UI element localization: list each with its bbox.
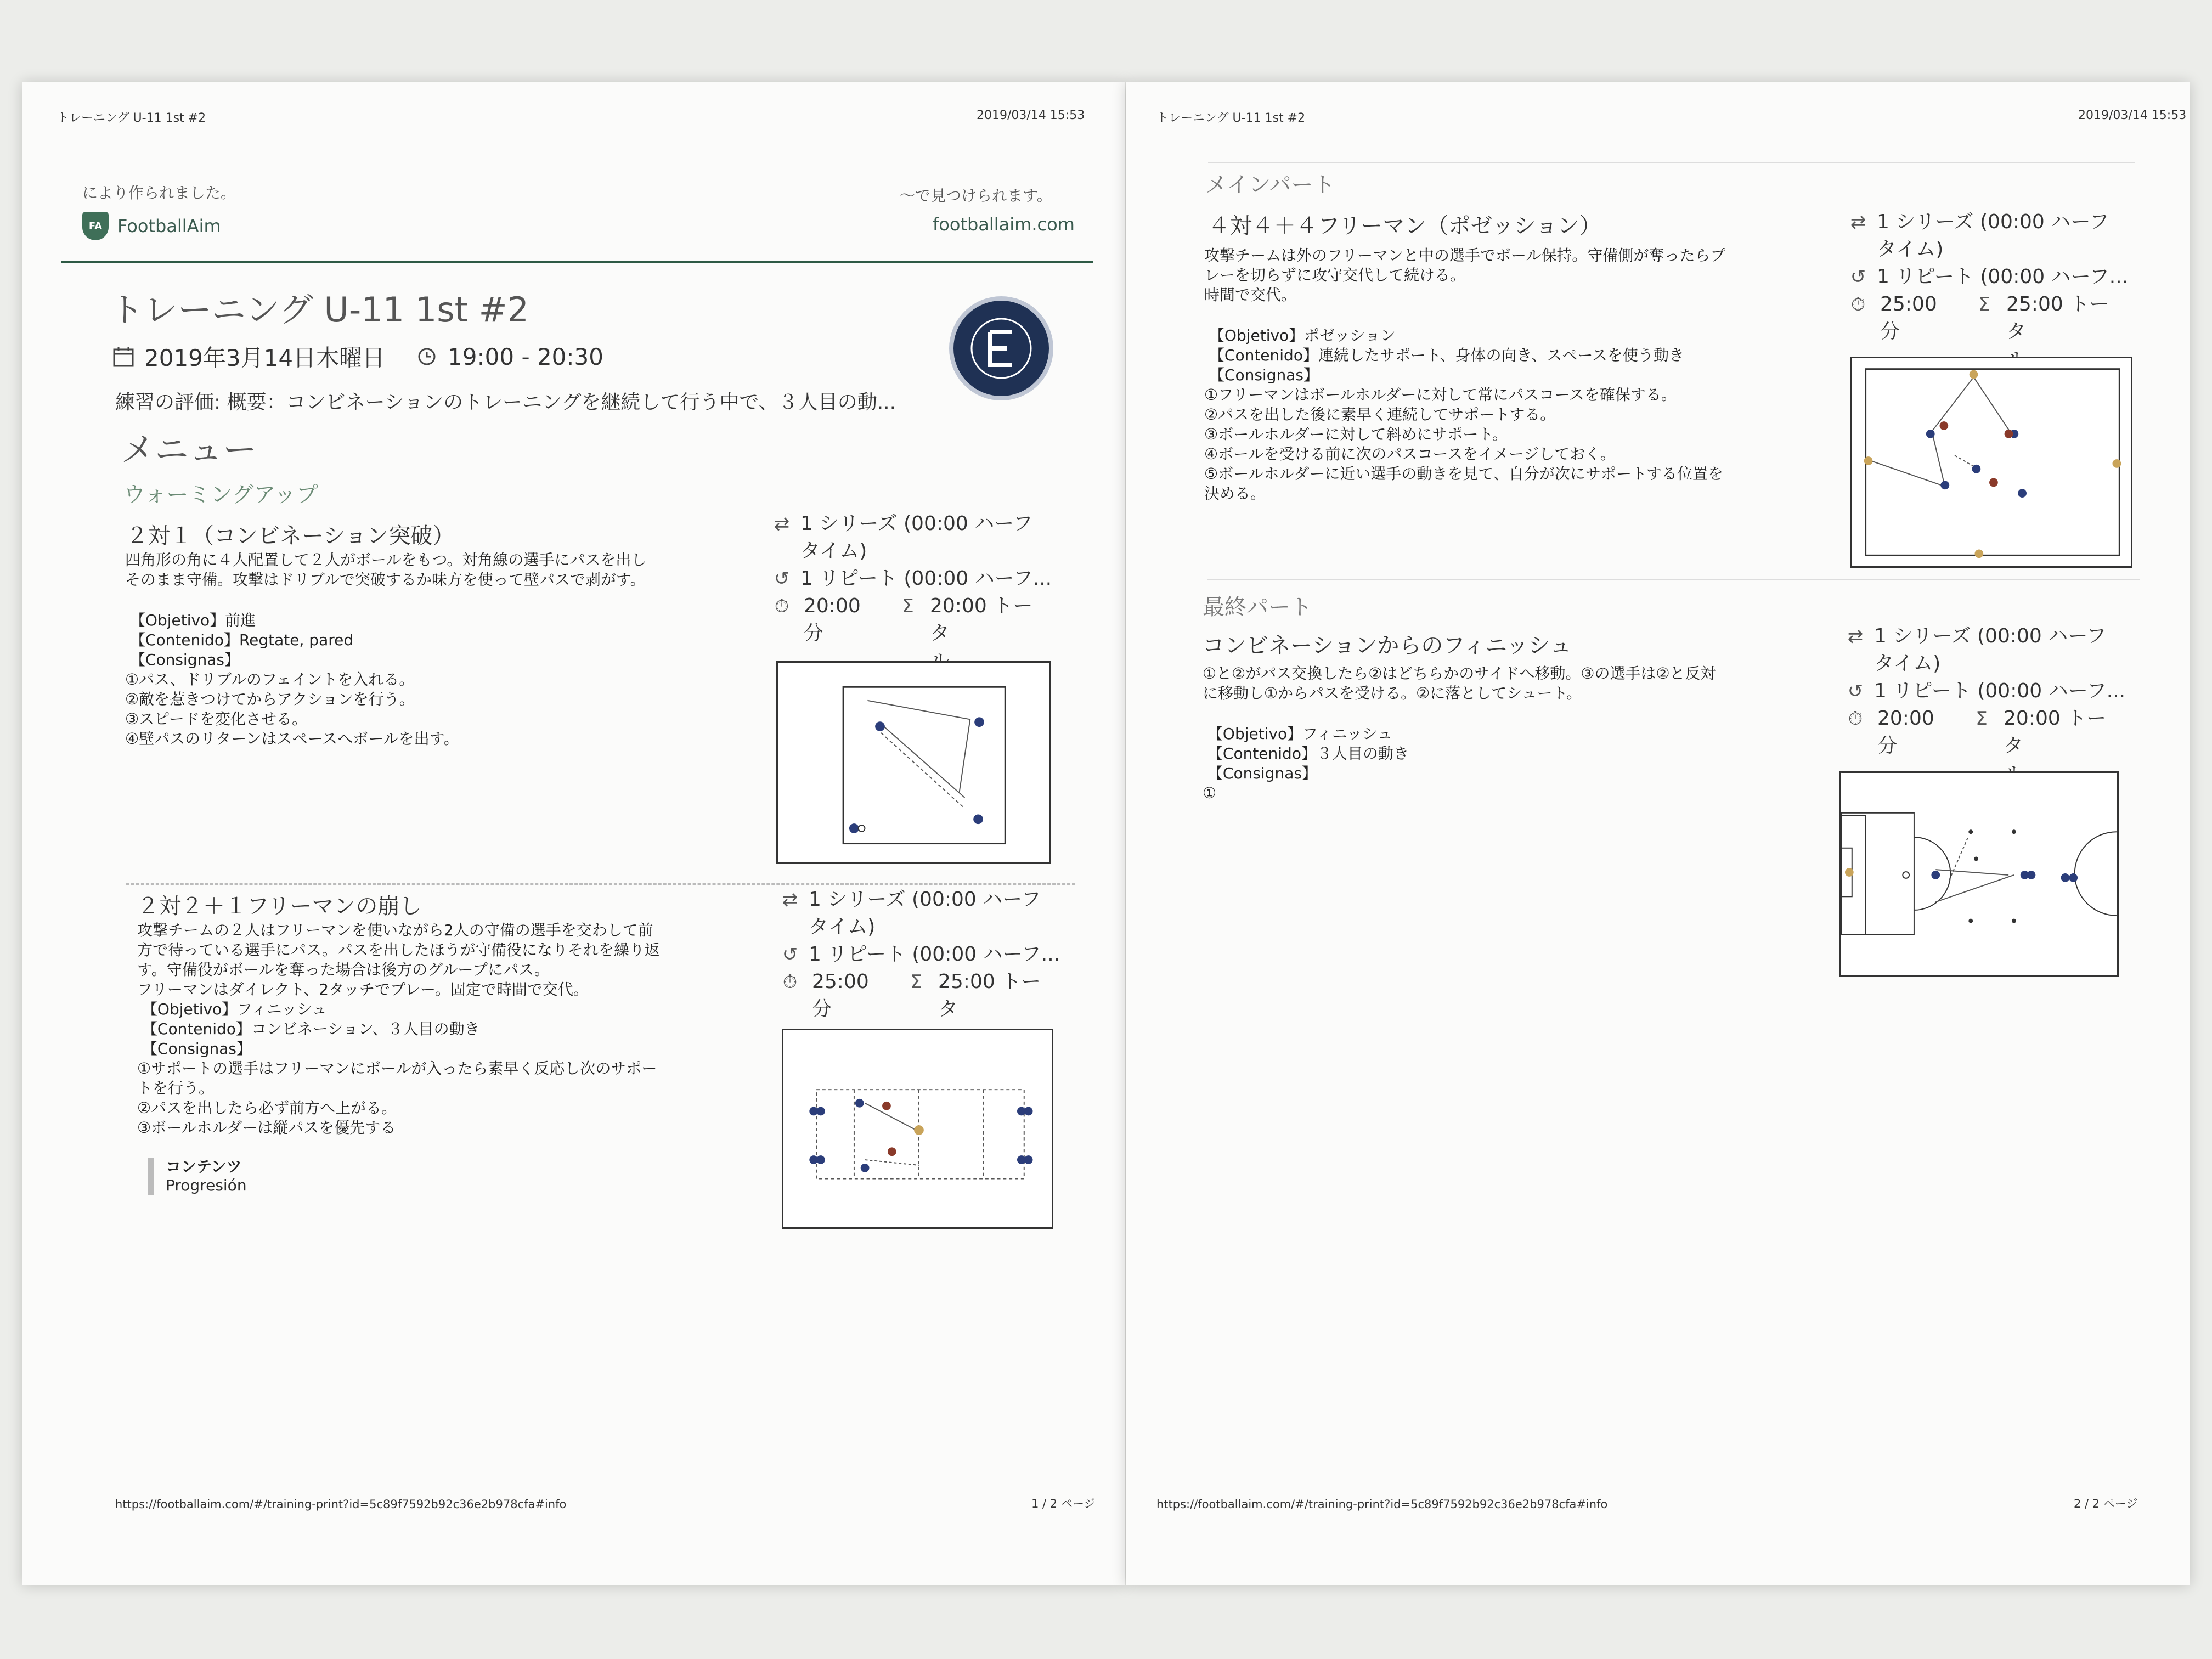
- exercise-2-body-line: フリーマンはダイレクト、2タッチでプレー。固定で時間で交代。: [137, 980, 589, 998]
- page-footer-number: 2 / 2 ページ: [2074, 1497, 2138, 1510]
- replay-icon: ↺: [774, 568, 790, 590]
- exercise-2-body-line: 方で待っている選手にパス。パスを出したほうが守備役になりそれを繰り返: [137, 941, 660, 959]
- exercise-1-detail-line: ③スピードを変化させる。: [125, 710, 307, 728]
- crest-monogram-icon: [968, 315, 1034, 381]
- training-date: 2019年3月14日木曜日: [144, 345, 386, 371]
- exercise-4-total: 20:00 トータ: [2004, 707, 2107, 757]
- exercise-3-duration: 25:00: [1880, 293, 1937, 315]
- exercise-1-detail-line: 【Consignas】: [125, 651, 240, 669]
- exercise-3-detail-line: ④ボールを受ける前に次のパスコースをイメージしておく。: [1204, 445, 1616, 463]
- exercise-1-series-cont: タイム): [800, 540, 867, 562]
- exercise-1-detail-line: ②敵を惹きつけてからアクションを行う。: [125, 690, 415, 708]
- exercise-3-total: 25:00 トータ: [2006, 293, 2109, 343]
- exercise-4-body: [1203, 664, 1716, 803]
- calendar-icon: [112, 346, 134, 368]
- exercise-4-diagram: [1839, 771, 2119, 977]
- exercise-2-body-line: ①サポートの選手はフリーマンにボールが入ったら素早く反応し次のサポー: [137, 1059, 657, 1077]
- replay-icon: ↺: [1850, 266, 1866, 288]
- exercise-3-title: ４対４＋４フリーマン（ポゼッション）: [1208, 213, 1601, 239]
- exercise-3-detail-line: 【Consignas】: [1204, 366, 1319, 384]
- exercise-4-duration-unit: 分: [1877, 735, 1898, 757]
- repeat-icon: ⇄: [774, 513, 790, 535]
- created-by-text: により作られました。: [82, 184, 236, 202]
- sigma-icon: Σ: [1978, 294, 1990, 315]
- exercise-2-duration-unit: 分: [812, 998, 832, 1020]
- repeat-icon: ⇄: [1850, 211, 1866, 233]
- exercise-3-detail-line: ②パスを出した後に素早く連続してサポートする。: [1204, 405, 1556, 424]
- footballaim-logo-icon: FA: [82, 212, 109, 240]
- print-page-1: [22, 82, 1125, 1585]
- exercise-1-detail-line: ④壁パスのリターンはスペースへボールを出す。: [125, 730, 459, 748]
- exercise-4-pitch-drawing: [1841, 772, 2117, 975]
- exercise-4-duration: 20:00: [1877, 707, 1934, 730]
- warmup-heading: ウォーミングアップ: [123, 482, 318, 507]
- exercise-3-duration-unit: 分: [1880, 320, 1900, 343]
- replay-icon: ↺: [782, 944, 798, 966]
- header-divider: [61, 261, 1093, 263]
- main-divider: [1208, 162, 2135, 163]
- exercise-2-body-line: 攻撃チームの２人はフリーマンを使いながら2人の守備の選手を交わして前: [137, 921, 653, 939]
- exercise-2-diagram: [782, 1029, 1053, 1229]
- exercise-1-title: ２対１（コンビネーション突破）: [126, 523, 455, 549]
- exercise-4-detail-line: 【Contenido】３人目の動き: [1203, 744, 1409, 763]
- exercise-4-detail-line: 【Objetivo】フィニッシュ: [1203, 725, 1393, 743]
- exercise-1-total: 20:00 トータ: [930, 595, 1033, 645]
- exercise-2-body: [137, 921, 660, 1138]
- exercise-2-title: ２対２＋１フリーマンの崩し: [137, 894, 422, 919]
- exercise-1-series: 1 シリーズ (00:00 ハーフ: [800, 512, 1033, 535]
- exercise-3-body: [1204, 246, 1725, 504]
- exercise-2-body-line: ②パスを出したら必ず前方へ上がる。: [137, 1099, 397, 1117]
- brand-logo: [82, 212, 221, 240]
- contents-value: Progresión: [166, 1176, 247, 1194]
- repeat-icon: ⇄: [1847, 625, 1864, 647]
- sigma-icon: Σ: [910, 971, 922, 993]
- final-part-heading: 最終パート: [1203, 595, 1312, 620]
- brand-url: footballaim.com: [933, 214, 1075, 235]
- club-crest-logo: [949, 296, 1053, 400]
- exercise-2-body-line: 【Contenido】コンビネーション、３人目の動き: [137, 1020, 480, 1038]
- exercise-4-stats: [1844, 623, 2125, 787]
- exercise-4-body-line: に移動し①からパスを受ける。②に落としてシュート。: [1203, 684, 1582, 702]
- exercise-2-body-line: す。守備役がボールを奪った場合は後方のグループにパス。: [137, 961, 550, 979]
- exercise-1-repeat: 1 リピート (00:00 ハーフ...: [800, 567, 1052, 590]
- exercise-3-series-cont: タイム): [1877, 238, 1944, 261]
- clock-icon: [416, 346, 438, 368]
- exercise-2-body-line: トを行う。: [137, 1079, 215, 1097]
- exercise-1-pitch-drawing: [778, 663, 1049, 862]
- exercise-1-duration-unit: 分: [804, 622, 824, 645]
- training-time: 19:00 - 20:30: [448, 343, 603, 370]
- page-header-title: トレーニング U-11 1st #2: [1156, 111, 1306, 125]
- exercise-1-body-line: そのまま守備。攻撃はドリブルで突破するか味方を使って壁パスで剥がす。: [125, 571, 646, 589]
- page-footer-url: https://footballaim.com/#/training-print?id=5c89f7592b92c36e2b978cfa#info: [115, 1498, 567, 1511]
- training-title: トレーニング U-11 1st #2: [110, 290, 529, 330]
- page-footer-number: 1 / 2 ページ: [1031, 1497, 1096, 1510]
- exercise-3-detail-line: ③ボールホルダーに対して斜めにサポート。: [1204, 425, 1508, 443]
- main-part-heading: メインパート: [1205, 172, 1335, 198]
- exercise-4-title: コンビネーションからのフィニッシュ: [1203, 633, 1572, 658]
- exercise-3-detail-line: ⑤ボールホルダーに近い選手の動きを見て、自分が次にサポートする位置を: [1204, 465, 1724, 483]
- exercise-3-series: 1 シリーズ (00:00 ハーフ: [1877, 211, 2109, 233]
- contents-tag: [148, 1158, 247, 1195]
- exercise-2-total: 25:00 トータ: [938, 970, 1041, 1020]
- exercise-3-body-line: レーを切らずに攻守交代して続ける。: [1204, 266, 1466, 284]
- exercise-1-body-line: 四角形の角に４人配置して２人がボールをもつ。対角線の選手にパスを出し: [125, 551, 647, 569]
- stopwatch-icon: ⏱: [1850, 294, 1866, 315]
- exercise-4-detail-line: ①: [1203, 784, 1217, 802]
- repeat-icon: ⇄: [782, 889, 798, 911]
- exercise-3-detail-line: 【Objetivo】ポゼッション: [1204, 326, 1396, 345]
- exercise-2-body-line: ③ボールホルダーは縦パスを優先する: [137, 1119, 396, 1137]
- exercise-2-duration: 25:00: [812, 970, 869, 993]
- exercise-3-detail-line: 決める。: [1204, 484, 1266, 503]
- exercise-1-detail-line: ①パス、ドリブルのフェイントを入れる。: [125, 670, 415, 689]
- page-header-title: トレーニング U-11 1st #2: [57, 111, 206, 125]
- exercise-divider: [126, 883, 1075, 885]
- exercise-1-diagram: [776, 661, 1051, 864]
- found-at-text: 〜で見つけられます。: [900, 187, 1052, 205]
- exercise-4-series: 1 シリーズ (00:00 ハーフ: [1874, 625, 2107, 647]
- page-header-datetime: 2019/03/14 15:53: [2078, 109, 2187, 122]
- exercise-3-body-line: 攻撃チームは外のフリーマンと中の選手でボール保持。守備側が奪ったらプ: [1204, 246, 1726, 264]
- exercise-2-pitch-drawing: [783, 1030, 1052, 1227]
- exercise-1-stats: [771, 510, 1052, 675]
- training-evaluation: 練習の評価: 概要：コンビネーションのトレーニングを継続して行う中で、３人目の動...: [115, 391, 896, 414]
- exercise-3-detail-line: 【Contenido】連続したサポート、身体の向き、スペースを使う動き: [1204, 346, 1684, 364]
- exercise-4-repeat: 1 リピート (00:00 ハーフ...: [1874, 680, 2126, 702]
- print-page-2: [1126, 82, 2190, 1585]
- exercise-2-repeat: 1 リピート (00:00 ハーフ...: [809, 943, 1060, 966]
- exercise-2-stats: [779, 886, 1060, 1051]
- exercise-3-stats: [1847, 208, 2128, 373]
- exercise-2-body-line: 【Objetivo】フィニッシュ: [137, 1000, 328, 1018]
- exercise-1-detail-line: 【Contenido】Regtate, pared: [125, 631, 354, 649]
- replay-icon: ↺: [1847, 680, 1864, 702]
- exercise-4-body-line: ①と②がパス交換したら②はどちらかのサイドへ移動。③の選手は②と反対: [1203, 664, 1716, 682]
- exercise-4-series-cont: タイム): [1874, 652, 1941, 675]
- exercise-1-duration: 20:00: [804, 595, 861, 617]
- menu-heading: メニュー: [121, 430, 257, 470]
- sigma-icon: Σ: [1976, 708, 1988, 730]
- sigma-icon: Σ: [902, 595, 914, 617]
- stopwatch-icon: ⏱: [774, 595, 789, 617]
- exercise-3-pitch-drawing: [1852, 358, 2131, 566]
- page-footer-url: https://footballaim.com/#/training-print?id=5c89f7592b92c36e2b978cfa#info: [1156, 1498, 1608, 1511]
- final-divider: [1207, 579, 2140, 580]
- exercise-3-detail-line: ①フリーマンはボールホルダーに対して常にパスコースを確保する。: [1204, 386, 1677, 404]
- stopwatch-icon: ⏱: [1848, 708, 1863, 730]
- exercise-1-body: [125, 550, 646, 749]
- brand-name: FootballAim: [117, 216, 221, 236]
- exercise-2-series: 1 シリーズ (00:00 ハーフ: [809, 888, 1041, 911]
- exercise-3-diagram: [1850, 357, 2132, 568]
- exercise-4-detail-line: 【Consignas】: [1203, 764, 1317, 782]
- exercise-2-series-cont: タイム): [809, 916, 876, 938]
- exercise-1-detail-line: 【Objetivo】前進: [125, 611, 256, 629]
- exercise-3-body-line: 時間で交代。: [1204, 286, 1297, 304]
- exercise-3-repeat: 1 リピート (00:00 ハーフ...: [1877, 266, 2129, 288]
- page-header-datetime: 2019/03/14 15:53: [977, 109, 1085, 122]
- contents-label: コンテンツ: [166, 1158, 242, 1176]
- stopwatch-icon: ⏱: [782, 971, 798, 993]
- exercise-2-body-line: 【Consignas】: [137, 1040, 252, 1058]
- date-time-row: [112, 340, 603, 373]
